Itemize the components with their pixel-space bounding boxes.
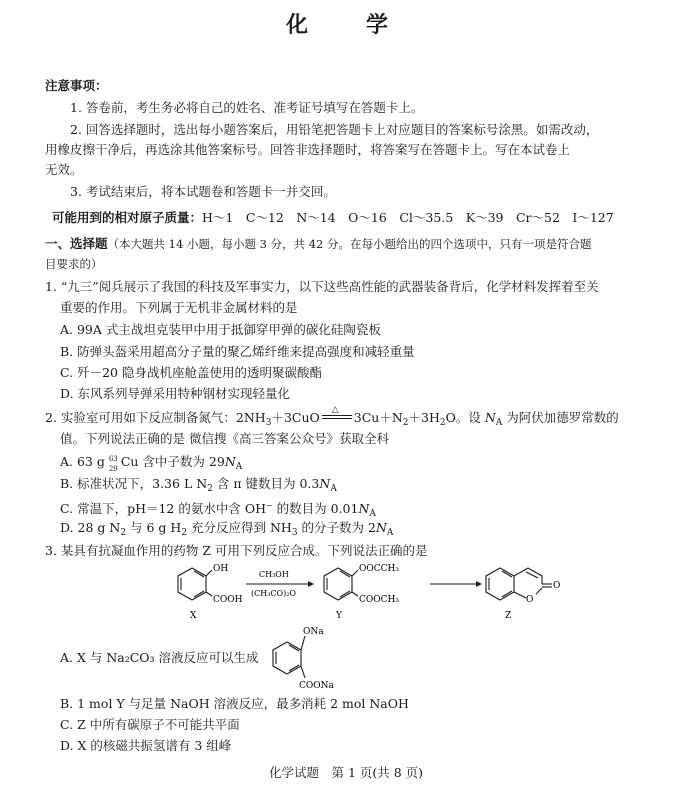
q2-b-sub: 2 [207, 484, 213, 494]
section-1-heading: 一、选择题 [45, 236, 108, 251]
q2-d-mid-2: 充分反应得到 NH [187, 520, 292, 535]
q2-sub-3a: 3 [265, 418, 272, 428]
q2-c-sup: − [265, 501, 273, 510]
na-sub: A [369, 509, 376, 519]
y-ester-label: OOCCH₃ [359, 564, 399, 574]
z-carbonyl-oxygen: O [553, 581, 561, 591]
atomic-masses-values: H～1 C～12 N～14 O～16 Cl～35.5 K～39 Cr～52 I～127 [202, 210, 614, 225]
x-cooh-label: COOH [213, 595, 243, 605]
na-symbol: N [224, 454, 236, 469]
q3-option-a-structure [265, 622, 355, 692]
q2-option-b [60, 476, 337, 497]
q2-stem-mid-4: O。设 [445, 410, 485, 425]
atomic-number: 29 [108, 465, 118, 473]
page-title: 化 学 [285, 12, 406, 38]
mass-number: 63 [108, 455, 118, 463]
q2-stem-mid-2: 3Cu＋N [353, 410, 403, 425]
section-1-header [45, 236, 592, 252]
label-x: X [190, 611, 197, 621]
isotope-notation [108, 454, 121, 473]
q2-c-text: C. 常温下，pH＝12 的氨水中含 OH [60, 501, 266, 516]
y-cooch3-label: COOCH₃ [359, 595, 399, 605]
heat-equals-sign [320, 405, 354, 426]
na-symbol: N [319, 476, 331, 491]
q3-option-b: B. 1 mol Y 与足量 NaOH 溶液反应，最多消耗 2 mol NaOH [60, 696, 409, 711]
notice-item-3: 3. 考试结束后，将本试题卷和答题卡一并交回。 [70, 184, 336, 199]
q2-c-suffix: 的数目为 0.01 [272, 501, 359, 516]
q3-option-a-text: A. X 与 Na₂CO₃ 溶液反应可以生成 [60, 650, 259, 665]
q1-option-c: C. 歼－20 隐身战机座舱盖使用的透明聚碳酸酯 [60, 365, 322, 380]
q2-d-suffix: 的分子数为 2 [297, 520, 376, 535]
ona-label: ONa [303, 627, 324, 637]
q2-d-sub-3: 3 [291, 528, 298, 538]
q1-stem-line-2: 重要的作用。下列属于无机非金属材料的是 [60, 300, 298, 315]
sodium-salt-ring [273, 636, 305, 678]
delta-symbol: △ [331, 405, 339, 415]
section-1-desc-line-1: （本大题共 14 小题，每小题 3 分，共 42 分。在每小题给出的四个选项中，只有一项是符合题 [107, 237, 592, 251]
q3-option-d: D. X 的核磁共振氢谱有 3 组峰 [60, 738, 232, 753]
q2-sub-2a: 2 [402, 418, 409, 428]
q2-stem-suffix: 为阿伏加德罗常数的 [502, 410, 619, 425]
na-sub: A [495, 418, 503, 428]
label-y: Y [336, 611, 342, 621]
q1-option-d: D. 东风系列导弹采用特种钢材实现轻量化 [60, 386, 291, 401]
q3-option-c: C. Z 中所有碳原子不可能共平面 [60, 717, 240, 732]
notice-item-2-line-1: 2. 回答选择题时，选出每小题答案后，用铅笔把答题卡上对应题目的答案标号涂黑。如需改动， [70, 122, 599, 137]
q2-a-suffix: 含中子数为 29 [138, 454, 225, 469]
q2-a-prefix: A. 63 g [60, 454, 109, 469]
notice-item-2-line-2: 用橡皮擦干净后，再选涂其他答案标号。回答非选择题时，将答案写在答题卡上。写在本试卷上 [45, 142, 571, 157]
q2-d-text: D. 28 g N [60, 520, 121, 535]
q3-stem: 3. 某具有抗凝血作用的药物 Z 可用下列反应合成。下列说法正确的是 [45, 543, 428, 558]
coona-label: COONa [299, 681, 334, 691]
q2-sub-2b: 2 [439, 418, 446, 428]
q2-stem-line-1 [45, 405, 619, 431]
molecule-x [178, 568, 212, 600]
notice-item-2-line-3: 无效。 [45, 162, 83, 177]
q1-option-b: B. 防弹头盔采用超高分子量的聚乙烯纤维来提高强度和减轻重量 [60, 344, 415, 359]
notice-item-1: 1. 答卷前，考生务必将自己的姓名、准考证号填写在答题卡上。 [70, 100, 424, 115]
reaction-arrow-1-head [308, 581, 314, 587]
page-footer: 化学试题 第 1 页(共 8 页) [268, 765, 424, 780]
q1-option-a: A. 99A 式主战坦克装甲中用于抵御穿甲弹的碳化硅陶瓷板 [60, 322, 381, 337]
molecule-z [486, 568, 552, 600]
na-sub: A [330, 484, 337, 494]
na-symbol: N [375, 520, 387, 535]
reagent-bottom: (CH₃CO)₂O [251, 589, 296, 598]
reaction-arrow-2-head [476, 581, 482, 587]
reagent-top: CH₃OH [259, 570, 289, 579]
q2-stem-mid-1: ＋3CuO [271, 410, 320, 425]
label-z: Z [505, 611, 512, 621]
q1-stem-line-1: 1. “九三”阅兵展示了我国的科技及军事实力，以下这些高性能的武器装备背后，化学材料发挥着至关 [45, 279, 599, 294]
z-ring-oxygen: O [526, 595, 534, 605]
q2-stem-line-2: 值。下列说法正确的是 微信搜《高三答案公众号》获取全科 [60, 431, 389, 446]
atomic-masses-label: 可能用到的相对原子质量： [52, 210, 203, 225]
q2-stem-mid-3: ＋3H [408, 410, 440, 425]
q2-b-suffix: 含 π 键数目为 0.3 [212, 476, 320, 491]
q2-a-element: Cu [120, 454, 139, 469]
section-1-desc-line-2: 目要求的） [45, 257, 103, 271]
notice-heading: 注意事项： [45, 78, 108, 93]
q2-stem-prefix: 2. 实验室可用如下反应制备氮气：2NH [45, 410, 266, 425]
na-symbol: N [358, 501, 370, 516]
q2-option-c [60, 498, 376, 522]
q2-d-sub-1: 2 [120, 528, 127, 538]
q2-option-a [60, 454, 242, 475]
na-symbol: N [484, 410, 496, 425]
molecule-y [324, 568, 358, 600]
na-sub: A [235, 462, 243, 472]
q2-b-text: B. 标准状况下，3.36 L N [60, 476, 208, 491]
x-oh-label: OH [213, 564, 229, 574]
na-sub: A [386, 528, 394, 538]
q2-d-sub-2: 2 [181, 528, 188, 538]
atomic-masses [52, 210, 614, 226]
reaction-scheme [160, 560, 580, 622]
q2-option-d [60, 520, 393, 541]
q2-d-mid: 与 6 g H [126, 520, 182, 535]
